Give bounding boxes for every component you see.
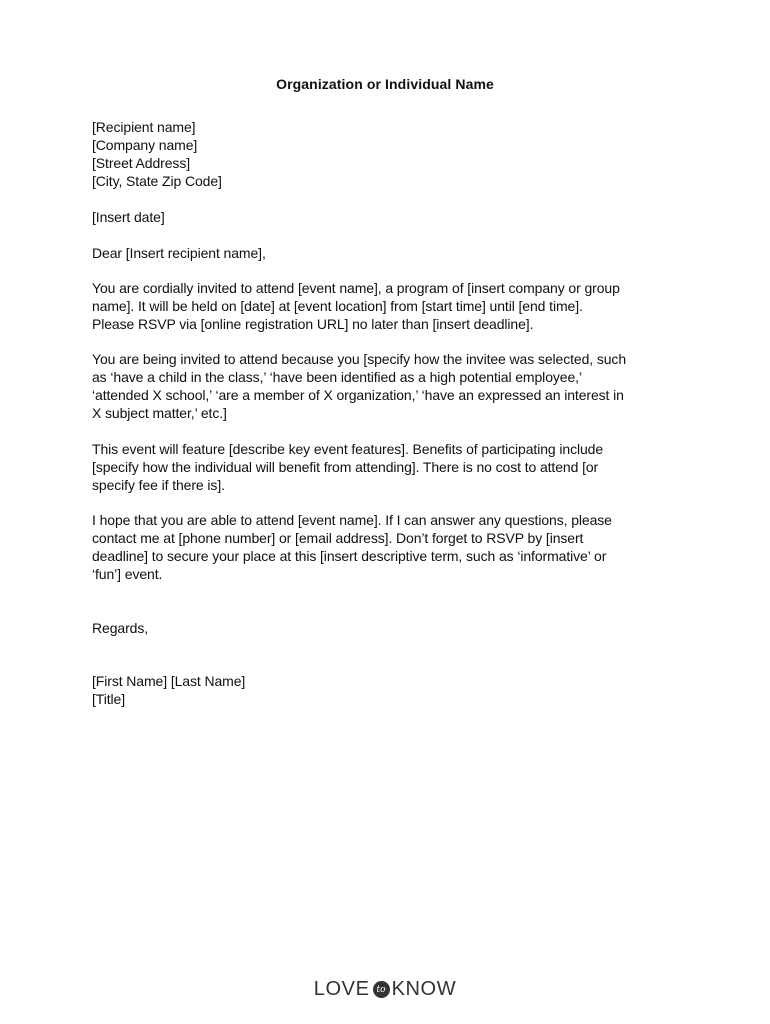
paragraph-line: name]. It will be held on [date] at [event location] from [start time] until [end time].: [92, 298, 583, 314]
company-name-line: [Company name]: [92, 137, 198, 153]
paragraph-line: X subject matter,’ etc.]: [92, 405, 227, 421]
signer-name: [First Name] [Last Name]: [92, 673, 246, 689]
paragraph-line: ‘attended X school,’ ‘are a member of X organization,’ ‘have an expressed an interest in: [92, 387, 624, 403]
paragraph-line: as ‘have a child in the class,’ ‘have been identified as a high potential employee,’: [92, 369, 582, 385]
paragraph-line: You are cordially invited to attend [event name], a program of [insert company or group: [92, 280, 620, 296]
paragraph-line: This event will feature [describe key event features]. Benefits of participating include: [92, 441, 604, 457]
paragraph-closing-request: [92, 511, 692, 583]
paragraph-invitation: [92, 279, 692, 333]
lovetoknow-logo: [0, 978, 770, 1001]
paragraph-line: I hope that you are able to attend [event name]. If I can answer any questions, please: [92, 512, 612, 528]
closing: Regards,: [92, 620, 149, 636]
paragraph-line: deadline] to secure your place at this [insert descriptive term, such as ‘informative’ or: [92, 548, 607, 564]
paragraph-line: [specify how the individual will benefit from attending]. There is no cost to attend [or: [92, 459, 599, 475]
paragraph-reason: [92, 350, 692, 422]
signature-block: [92, 672, 692, 708]
paragraph-line: specify fee if there is].: [92, 477, 225, 493]
organization-title: Organization or Individual Name: [276, 76, 494, 92]
logo-text-know: KNOW: [391, 978, 457, 1000]
logo-to-icon: to: [373, 981, 390, 998]
paragraph-features: [92, 440, 692, 494]
recipient-name-line: [Recipient name]: [92, 119, 196, 135]
paragraph-line: contact me at [phone number] or [email address]. Don’t forget to RSVP by [insert: [92, 530, 584, 546]
paragraph-line: ‘fun’] event.: [92, 566, 163, 582]
letter-date: [Insert date]: [92, 209, 165, 225]
recipient-address: [92, 118, 692, 190]
city-state-zip-line: [City, State Zip Code]: [92, 173, 222, 189]
signer-title: [Title]: [92, 691, 126, 707]
street-address-line: [Street Address]: [92, 155, 191, 171]
paragraph-line: You are being invited to attend because you [specify how the invitee was selected, such: [92, 351, 627, 367]
logo-text-love: LOVE: [313, 978, 370, 1000]
salutation: Dear [Insert recipient name],: [92, 245, 266, 261]
paragraph-line: Please RSVP via [online registration URL] no later than [insert deadline].: [92, 316, 534, 332]
